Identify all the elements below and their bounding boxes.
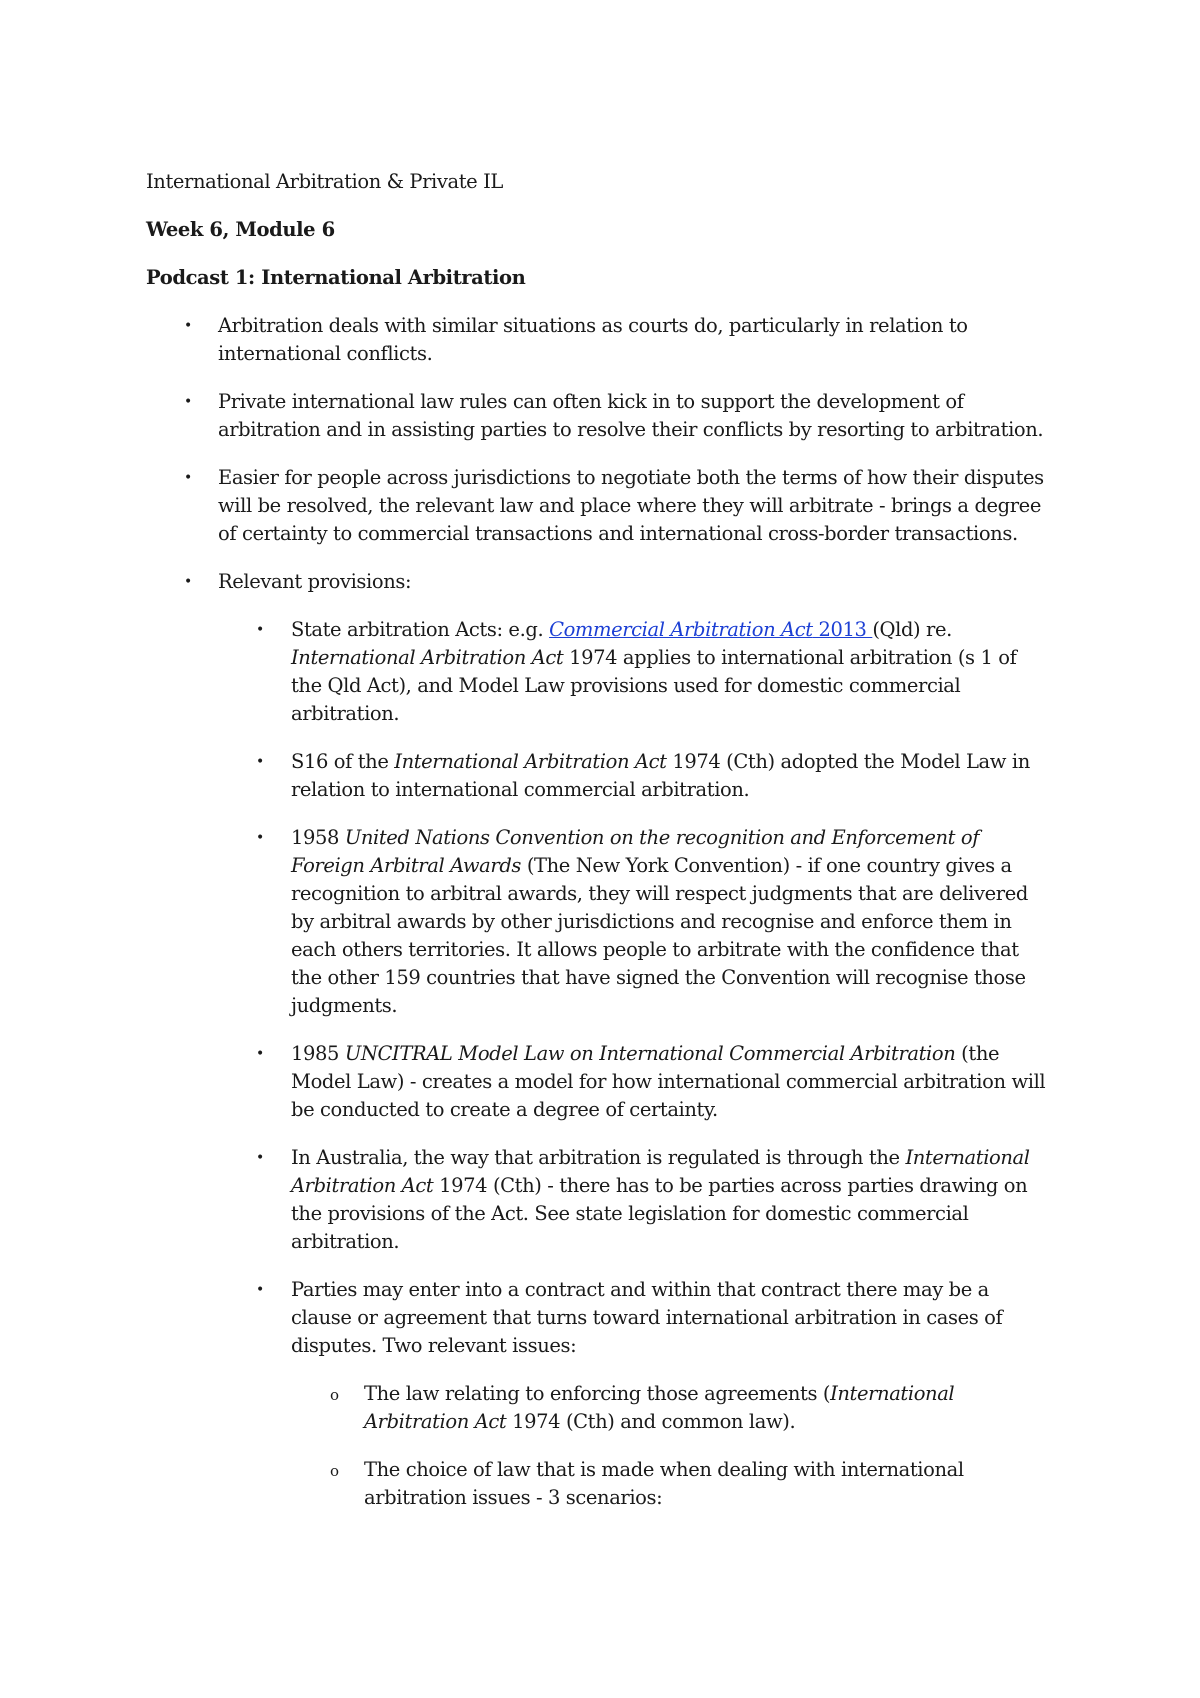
- text-run: (The New York Convention) - if one country gives a recognition to arbitral awards, they will respect judgments that are delivered by arbitral awards by other jurisdictions and recognise and enforce them in each others territories. It allows people to arbitrate with the confidence that the other 159 countries that have signed the Convention will recognise those judgments.: [291, 854, 1028, 1017]
- bullet-icon: •: [184, 574, 192, 590]
- list-item: [146, 748, 1050, 804]
- text-run: 1974 (Cth) - there has to be parties across parties drawing on the provisions of the Act. See state legislation for domestic commercial arbitration.: [291, 1174, 1028, 1253]
- act-name: UNCITRAL Model Law on International Commercial Arbitration: [344, 1042, 956, 1065]
- bullet-list: [146, 312, 1050, 1512]
- provision-text: [291, 618, 1016, 725]
- list-item: [146, 312, 1050, 368]
- list-item: [146, 1456, 1050, 1512]
- act-name: International Arbitration Act: [291, 646, 564, 669]
- bullet-icon: •: [256, 754, 264, 770]
- text-run: In Australia, the way that arbitration is regulated is through the: [291, 1146, 906, 1169]
- text-run: 1974 (Cth) and common law).: [506, 1410, 796, 1433]
- text-run: S16 of the: [291, 750, 395, 773]
- course-title: International Arbitration & Private IL: [146, 170, 503, 193]
- issue-text: [364, 1382, 954, 1433]
- text-run: 1974 (Cth) adopted the Model Law in relation to international commercial arbitration.: [291, 750, 1030, 801]
- provision-text: [291, 1146, 1030, 1253]
- act-name: United Nations Convention on the recognition and Enforcement of Foreign Arbitral Awards: [291, 826, 980, 877]
- link-title: Commercial Arbitration Act: [549, 618, 813, 641]
- podcast-heading: Podcast 1: International Arbitration: [146, 266, 526, 289]
- text-run: 1974 applies to international arbitration (s 1 of the Qld Act), and Model Law provisions used for domestic commercial arbitration.: [291, 646, 1017, 725]
- act-name: International Arbitration Act: [291, 1146, 1030, 1197]
- bullet-icon: •: [256, 622, 264, 638]
- bullet-icon: •: [184, 394, 192, 410]
- bullet-icon: •: [256, 1150, 264, 1166]
- text-run: 1985: [291, 1042, 345, 1065]
- provision-text: Parties may enter into a contract and within that contract there may be a clause or agreement that turns toward international arbitration in cases of disputes. Two relevant issues:: [291, 1278, 1003, 1357]
- list-item: [146, 1276, 1050, 1360]
- provision-text: [291, 826, 1028, 1017]
- text-run: The law relating to enforcing those agreements (: [364, 1382, 831, 1405]
- list-item-text: Private international law rules can often kick in to support the development of arbitration and in assisting parties to resolve their conflicts by resorting to arbitration.: [218, 390, 1044, 441]
- list-item: [146, 616, 1050, 728]
- link-year: 2013: [812, 618, 873, 641]
- hollow-bullet-icon: o: [330, 1386, 339, 1404]
- list-item: [146, 1040, 1050, 1124]
- list-item: [146, 464, 1050, 548]
- list-item-text: Relevant provisions:: [218, 570, 412, 593]
- provision-text: [291, 1042, 1045, 1121]
- bullet-icon: •: [184, 318, 192, 334]
- provision-text: [291, 750, 1030, 801]
- act-name: International Arbitration Act: [394, 750, 667, 773]
- list-item: [146, 1144, 1050, 1256]
- list-item: [146, 568, 1050, 596]
- list-item-text: Easier for people across jurisdictions to negotiate both the terms of how their disputes will be resolved, the relevant law and place where they will arbitrate - brings a degree of certainty to commercial transactions and international cross-border transactions.: [218, 466, 1044, 545]
- list-item: [146, 388, 1050, 444]
- commercial-arbitration-act-link[interactable]: [549, 618, 872, 641]
- text-run: 1958: [291, 826, 345, 849]
- list-item: [146, 1380, 1050, 1436]
- hollow-bullet-icon: o: [330, 1462, 339, 1480]
- bullet-icon: •: [256, 1046, 264, 1062]
- bullet-icon: •: [184, 470, 192, 486]
- text-run: (Qld) re.: [872, 618, 952, 641]
- bullet-icon: •: [256, 1282, 264, 1298]
- bullet-icon: •: [256, 830, 264, 846]
- week-heading: Week 6, Module 6: [146, 218, 335, 241]
- act-name: International Arbitration Act: [364, 1382, 955, 1433]
- issue-text: The choice of law that is made when dealing with international arbitration issues - 3 scenarios:: [364, 1458, 964, 1509]
- list-item-text: Arbitration deals with similar situations as courts do, particularly in relation to international conflicts.: [218, 314, 968, 365]
- list-item: [146, 824, 1050, 1020]
- text-run: (the Model Law) - creates a model for how international commercial arbitration will be conducted to create a degree of certainty.: [291, 1042, 1046, 1121]
- text-run: State arbitration Acts: e.g.: [291, 618, 550, 641]
